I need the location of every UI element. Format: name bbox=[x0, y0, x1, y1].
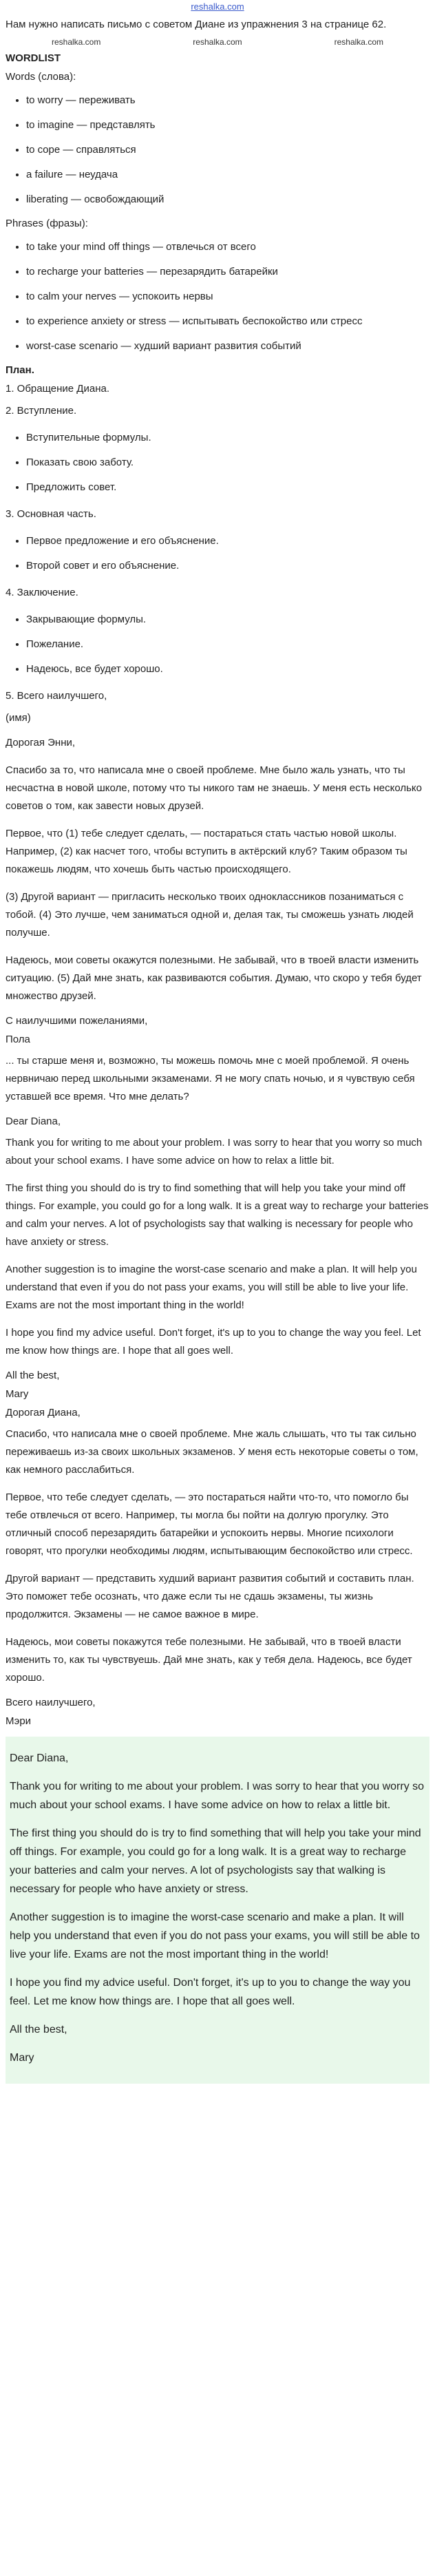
ru-letter-paragraph: Другой вариант — представить худший вариант развития событий и составить план. Это поможет тебе осознать, что даже если ты не сдашь экзамены, ты жизнь продолжится. Экзамены — не самое важное в мире. bbox=[6, 1573, 414, 1620]
watermark: reshalka.com bbox=[193, 37, 242, 47]
list-item: • Пожелание. bbox=[26, 638, 429, 651]
ru-draft-paragraph: Надеюсь, мои советы окажутся полезными. Не забывай, что в твоей власти изменить ситуацию. (5) Дай мне знать, как развиваются события. Думаю, что скоро у тебя будет множество друзей. bbox=[6, 954, 422, 1002]
ru-letter-signature: Мэри bbox=[6, 1715, 32, 1727]
answer-paragraph: The first thing you should do is try to find something that will help you take your mind off things. For example, you could go for a long walk. It is a great way to recharge your batteries and calm your nerves. A lot of psychologists say that walking is necessary for people who have anxiety or stress. bbox=[10, 1828, 421, 1895]
en-letter-paragraph: The first thing you should do is try to find something that will help you take your mind off things. For example, you could go for a long walk. It is a great way to recharge your batteries and calm your nerves. A lot of psychologists say that walking is necessary for people who have anxiety or stress. bbox=[6, 1182, 429, 1248]
plan-sublist bbox=[6, 613, 429, 676]
en-letter-signature: Mary bbox=[6, 1388, 29, 1400]
phrases-list bbox=[6, 240, 429, 353]
answer-paragraph: Another suggestion is to imagine the worst-case scenario and make a plan. It will help you understand that even if you do not pass your exams, you will still be able to live your life. Exams are not the most important thing in the world! bbox=[10, 1912, 420, 1960]
list-item: • Закрывающие формулы. bbox=[26, 613, 429, 627]
plan-step: 2. Вступление. bbox=[6, 405, 77, 417]
ru-draft-greeting: Дорогая Энни, bbox=[6, 737, 76, 748]
ru-prompt: ... ты старше меня и, возможно, ты можешь помочь мне с моей проблемой. Я очень нервничаю перед школьными экзаменами. Я не могу спать ночью, и я чувствую себя уставшей все время. Что мне делать? bbox=[6, 1055, 415, 1102]
answer-box bbox=[6, 1737, 429, 2084]
watermark-row bbox=[6, 36, 429, 48]
plan-step: 1. Обращение Диана. bbox=[6, 383, 109, 395]
answer-signature: Mary bbox=[10, 2052, 34, 2064]
watermark: reshalka.com bbox=[334, 37, 383, 47]
ru-draft-closing: С наилучшими пожеланиями, bbox=[6, 1015, 148, 1027]
list-item: • liberating — освобождающий bbox=[26, 193, 429, 207]
en-letter-closing: All the best, bbox=[6, 1370, 60, 1381]
answer-paragraph: I hope you find my advice useful. Don't forget, it's up to you to change the way you feel. Let me know how things are. I hope that all goes well. bbox=[10, 1977, 411, 2007]
en-letter-greeting: Dear Diana, bbox=[6, 1116, 61, 1127]
list-item: • to recharge your batteries — перезарядить батарейки bbox=[26, 265, 429, 279]
task-text: Нам нужно написать письмо с советом Диане из упражнения 3 на странице 62. bbox=[6, 19, 387, 30]
brand-link[interactable]: reshalka.com bbox=[191, 1, 244, 12]
plan-title: План. bbox=[6, 364, 34, 376]
phrases-label: Phrases (фразы): bbox=[6, 218, 88, 229]
ru-draft-paragraph: (3) Другой вариант — пригласить несколько твоих одноклассников позаниматься с тобой. (4) Это лучше, чем заниматься одной и, делая так, ты сможешь узнать людей получше. bbox=[6, 891, 414, 939]
list-item: • Предложить совет. bbox=[26, 481, 429, 494]
wordlist-title: WORDLIST bbox=[6, 52, 61, 64]
ru-draft-signature: Пола bbox=[6, 1034, 30, 1045]
ru-letter-paragraph: Надеюсь, мои советы покажутся тебе полезными. Не забывай, что в твоей власти изменить то, как ты чувствуешь. Дай мне знать, как у тебя дела. Надеюсь, все будет хорошо. bbox=[6, 1636, 412, 1684]
ru-draft-paragraph: Первое, что (1) тебе следует сделать, — постараться стать частью новой школы. Например, (2) как насчет того, чтобы вступить в актёрский клуб? Таким образом ты покажешь людям, что хочешь быть частью происходящего. bbox=[6, 828, 407, 875]
ru-letter-closing: Всего наилучшего, bbox=[6, 1697, 96, 1708]
words-label: Words (слова): bbox=[6, 71, 76, 83]
list-item: • Вступительные формулы. bbox=[26, 431, 429, 445]
en-letter-paragraph: Thank you for writing to me about your problem. I was sorry to hear that you worry so much about your school exams. I have some advice on how to relax a little bit. bbox=[6, 1137, 423, 1166]
plan-step: 3. Основная часть. bbox=[6, 508, 96, 520]
ru-draft-paragraph: Спасибо за то, что написала мне о своей проблеме. Мне было жаль узнать, что ты несчастна в новой школе, потому что ты никого там не знаешь. У меня есть несколько советов о том, как завести новых друзей. bbox=[6, 764, 422, 812]
answer-greeting: Dear Diana, bbox=[10, 1752, 69, 1764]
plan-sublist bbox=[6, 431, 429, 494]
plan-sublist bbox=[6, 534, 429, 573]
list-item: • to take your mind off things — отвлечься от всего bbox=[26, 240, 429, 254]
list-item: • to cope — справляться bbox=[26, 143, 429, 157]
words-list bbox=[6, 94, 429, 207]
ru-letter-paragraph: Первое, что тебе следует сделать, — это постараться найти что-то, что помогло бы тебе отвлечься от всего. Например, ты могла бы пойти на долгую прогулку. Это отличный способ перезарядить батарейки и успокоить нервы. Многие психологи говорят, что прогулки необходимы людям, испытывающим беспокойство или стресс. bbox=[6, 1491, 413, 1557]
list-item: • to experience anxiety or stress — испытывать беспокойство или стресс bbox=[26, 315, 429, 328]
list-item: • to worry — переживать bbox=[26, 94, 429, 107]
ru-letter-greeting: Дорогая Диана, bbox=[6, 1407, 81, 1418]
watermark: reshalka.com bbox=[51, 37, 101, 47]
plan-step: 4. Заключение. bbox=[6, 587, 78, 598]
plan-step: (имя) bbox=[6, 712, 31, 724]
answer-closing: All the best, bbox=[10, 2024, 67, 2035]
list-item: • Второй совет и его объяснение. bbox=[26, 559, 429, 573]
plan-step: 5. Всего наилучшего, bbox=[6, 690, 107, 702]
ru-letter-paragraph: Спасибо, что написала мне о своей проблеме. Мне жаль слышать, что ты так сильно переживаешь из-за своих школьных экзаменов. У меня есть некоторые советы о том, как немного расслабиться. bbox=[6, 1428, 418, 1476]
list-item: • worst-case scenario — худший вариант развития событий bbox=[26, 339, 429, 353]
answer-paragraph: Thank you for writing to me about your problem. I was sorry to hear that you worry so much about your school exams. I have some advice on how to relax a little bit. bbox=[10, 1781, 425, 1811]
list-item: • to imagine — представлять bbox=[26, 118, 429, 132]
list-item: • Надеюсь, все будет хорошо. bbox=[26, 662, 429, 676]
list-item: • a failure — неудача bbox=[26, 168, 429, 182]
en-letter-paragraph: I hope you find my advice useful. Don't forget, it's up to you to change the way you feel. Let me know how things are. I hope that all goes well. bbox=[6, 1327, 421, 1357]
list-item: • Показать свою заботу. bbox=[26, 456, 429, 470]
list-item: • to calm your nerves — успокоить нервы bbox=[26, 290, 429, 304]
page bbox=[6, 1, 429, 2084]
list-item: • Первое предложение и его объяснение. bbox=[26, 534, 429, 548]
en-letter-paragraph: Another suggestion is to imagine the worst-case scenario and make a plan. It will help you understand that even if you do not pass your exams, you will still be able to live your life. Exams are not the most important thing in the world! bbox=[6, 1264, 417, 1311]
